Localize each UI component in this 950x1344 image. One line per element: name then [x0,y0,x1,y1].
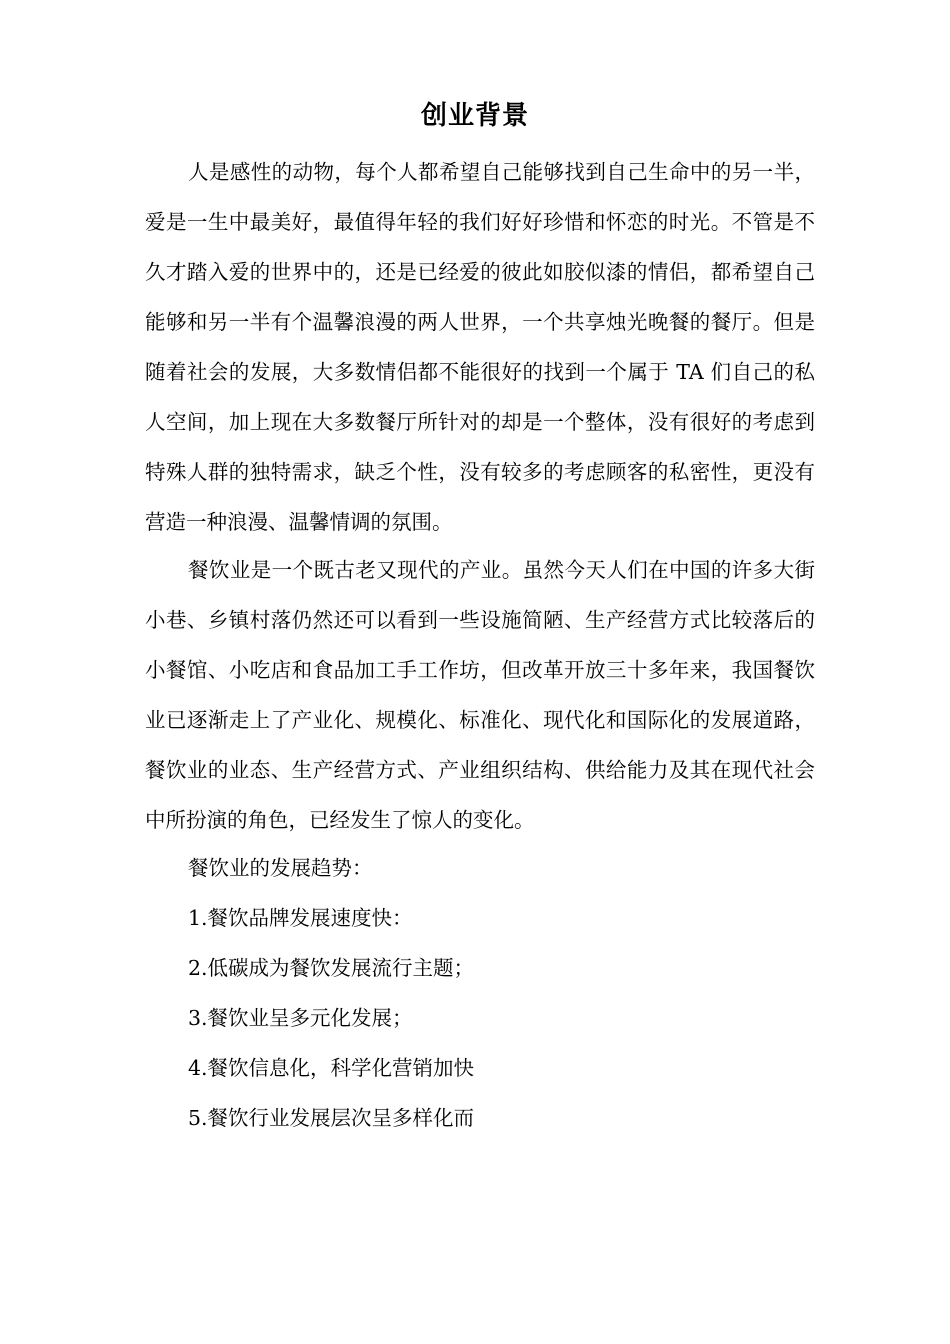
list-item: 4.餐饮信息化，科学化营销加快 [188,1056,475,1080]
list-item: 5.餐饮行业发展层次呈多样化而 [188,1106,475,1130]
list-item: 1.餐饮品牌发展速度快： [188,906,413,930]
list-item: 3.餐饮业呈多元化发展； [188,1006,413,1030]
document-title: 创业背景 [420,101,529,131]
paragraph-industry: 餐饮业是一个既古老又现代的产业。虽然今天人们在中国的许多大街小巷、乡镇村落仍然还可以看到一些设施简陋、生产经营方式比较落后的小餐馆、小吃店和食品加工手工作坊，但改革开放三十多年来，我国餐饮业已逐渐走上了产业化、规模化、标准化、现代化和国际化的发展道路，餐饮业的业态、生产经营方式、产业组织结构、供给能力及其在现代社会中所扮演的角色，已经发生了惊人的变化。 [145,558,815,832]
paragraph-background: 人是感性的动物，每个人都希望自己能够找到自己生命中的另一半，爱是一生中最美好，最值得年轻的我们好好珍惜和怀恋的时光。不管是不久才踏入爱的世界中的，还是已经爱的彼此如胶似漆的情侣，都希望自己能够和另一半有个温馨浪漫的两人世界，一个共享烛光晚餐的餐厅。但是随着社会的发展，大多数情侣都不能很好的找到一个属于 TA 们自己的私人空间，加上现在大多数餐厅所针对的却是一个整体，没有很好的考虑到特殊人群的独特需求，缺乏个性，没有较多的考虑顾客的私密性，更没有营造一种浪漫、温馨情调的氛围。 [145,160,815,534]
trends-heading: 餐饮业的发展趋势： [188,856,373,880]
list-item: 2.低碳成为餐饮发展流行主题； [188,956,475,980]
